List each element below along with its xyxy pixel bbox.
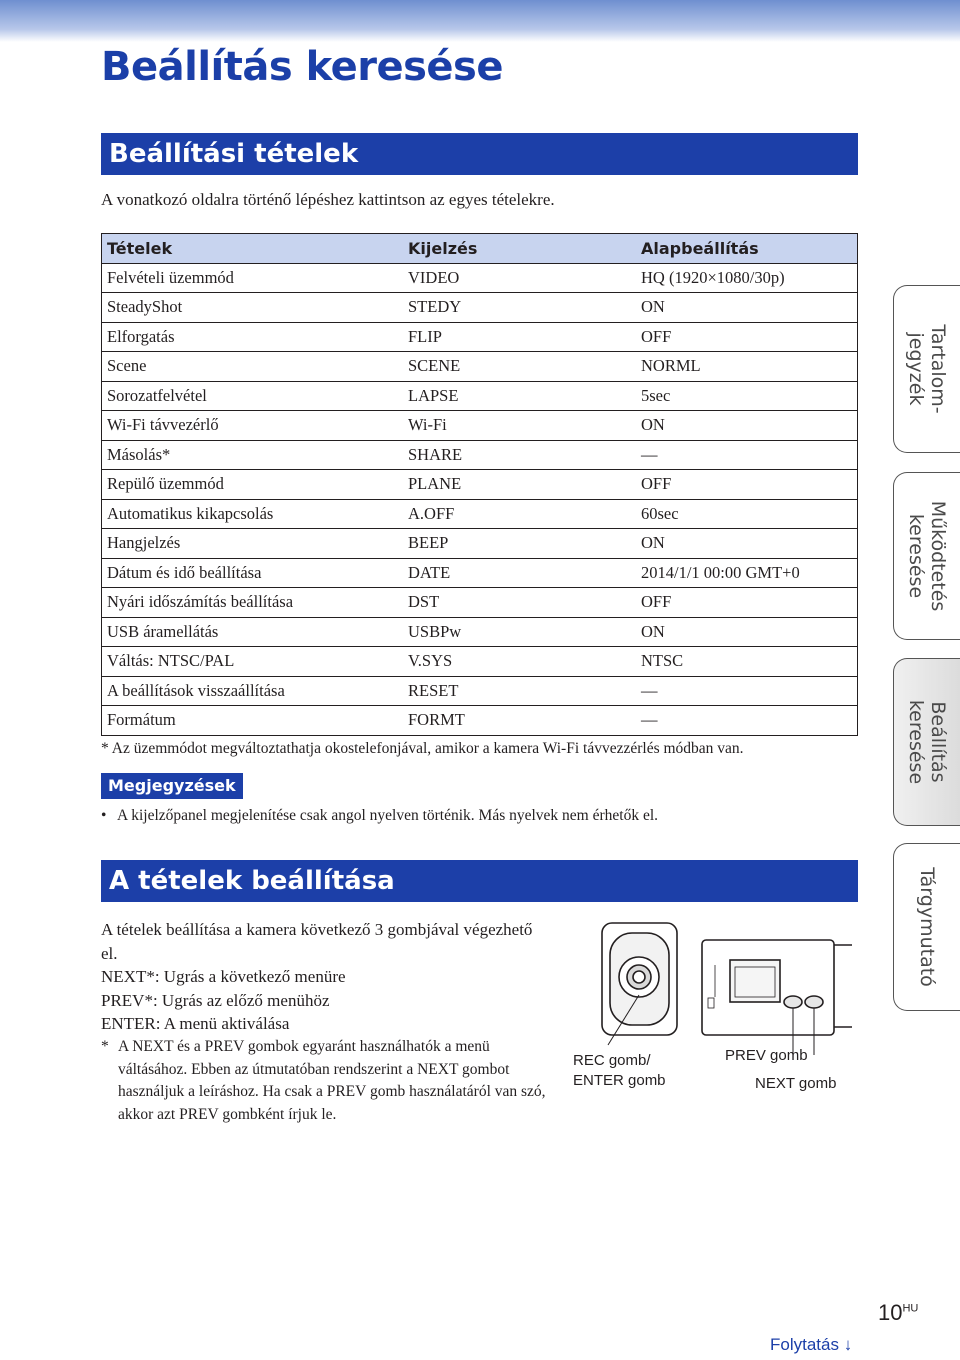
default-cell: — <box>636 676 858 706</box>
display-cell: SHARE <box>403 440 636 470</box>
page-title: Beállítás keresése <box>101 44 503 90</box>
display-cell: V.SYS <box>403 647 636 677</box>
table-row[interactable] <box>102 499 858 529</box>
item-cell: Váltás: NTSC/PAL <box>102 647 404 677</box>
display-cell: DST <box>403 588 636 618</box>
down-arrow-icon: ↓ <box>843 1335 853 1354</box>
instruction-line: A tételek beállítása a kamera következő 3 gombjával végezhető el. <box>101 920 533 963</box>
display-cell: FORMT <box>403 706 636 736</box>
table-row[interactable] <box>102 588 858 618</box>
default-cell: ON <box>636 529 858 559</box>
note-item <box>101 807 658 825</box>
page-number <box>878 1300 918 1326</box>
buttons-footnote <box>101 1036 551 1126</box>
default-cell: — <box>636 706 858 736</box>
display-cell: BEEP <box>403 529 636 559</box>
display-cell: USBPw <box>403 617 636 647</box>
display-cell: RESET <box>403 676 636 706</box>
default-cell: OFF <box>636 322 858 352</box>
display-cell: SCENE <box>403 352 636 382</box>
settings-table-body <box>102 263 858 735</box>
tab-label: Tartalom- jegyzék <box>905 324 949 414</box>
page-number-value: 10 <box>878 1300 903 1325</box>
note-text: A kijelzőpanel megjelenítése csak angol nyelven történik. Más nyelvek nem érhetők el. <box>117 807 659 824</box>
table-row[interactable] <box>102 352 858 382</box>
item-cell: Formátum <box>102 706 404 736</box>
top-gradient-bar <box>0 0 960 42</box>
display-cell: A.OFF <box>403 499 636 529</box>
column-header-default: Alapbeállítás <box>636 234 858 264</box>
display-cell: STEDY <box>403 293 636 323</box>
default-cell: 5sec <box>636 381 858 411</box>
item-cell: Repülő üzemmód <box>102 470 404 500</box>
tab-table-of-contents[interactable] <box>893 285 960 453</box>
default-cell: HQ (1920×1080/30p) <box>636 263 858 293</box>
default-cell: ON <box>636 293 858 323</box>
tab-settings-search[interactable] <box>893 658 960 826</box>
default-cell: — <box>636 440 858 470</box>
continue-link[interactable] <box>770 1335 852 1355</box>
item-cell: Sorozatfelvétel <box>102 381 404 411</box>
enter-label: ENTER gomb <box>573 1072 666 1089</box>
table-row[interactable] <box>102 440 858 470</box>
item-cell: Másolás* <box>102 440 404 470</box>
column-header-display: Kijelzés <box>403 234 636 264</box>
default-cell: NTSC <box>636 647 858 677</box>
item-cell: Hangjelzés <box>102 529 404 559</box>
item-cell: USB áramellátás <box>102 617 404 647</box>
display-cell: FLIP <box>403 322 636 352</box>
page-suffix: HU <box>902 1302 919 1315</box>
tab-label: Beállítás keresése <box>905 699 949 785</box>
table-row[interactable] <box>102 470 858 500</box>
table-row[interactable] <box>102 617 858 647</box>
table-header-row <box>102 234 858 264</box>
notes-label: Megjegyzések <box>101 773 243 799</box>
display-cell: PLANE <box>403 470 636 500</box>
default-cell: ON <box>636 617 858 647</box>
tab-label: Tárgymutató <box>916 867 938 987</box>
item-cell: Nyári időszámítás beállítása <box>102 588 404 618</box>
continue-text: Folytatás <box>770 1335 839 1354</box>
settings-table <box>101 233 858 736</box>
display-cell: Wi-Fi <box>403 411 636 441</box>
table-row[interactable] <box>102 322 858 352</box>
table-row[interactable] <box>102 411 858 441</box>
item-cell: Felvételi üzemmód <box>102 263 404 293</box>
rec-enter-button-label <box>573 1051 666 1091</box>
tab-operation-search[interactable] <box>893 472 960 640</box>
default-cell: NORML <box>636 352 858 382</box>
instruction-line: NEXT*: Ugrás a következő menüre <box>101 967 346 986</box>
camera-side-view <box>702 940 852 1055</box>
intro-text: A vonatkozó oldalra történő lépéshez kattintson az egyes tételekre. <box>101 190 555 209</box>
column-header-items: Tételek <box>102 234 404 264</box>
tab-label: Működtetés keresése <box>905 500 949 612</box>
next-button-label: NEXT gomb <box>755 1075 837 1092</box>
table-row[interactable] <box>102 529 858 559</box>
item-cell: A beállítások visszaállítása <box>102 676 404 706</box>
display-cell: VIDEO <box>403 263 636 293</box>
item-cell: Scene <box>102 352 404 382</box>
prev-button-label: PREV gomb <box>725 1047 808 1064</box>
rec-label: REC gomb/ <box>573 1052 651 1069</box>
item-cell: Dátum és idő beállítása <box>102 558 404 588</box>
instruction-line: PREV*: Ugrás az előző menühöz <box>101 990 330 1010</box>
section-heading-settings-items: Beállítási tételek <box>101 133 858 175</box>
item-cell: SteadyShot <box>102 293 404 323</box>
table-row[interactable] <box>102 676 858 706</box>
table-row[interactable] <box>102 263 858 293</box>
table-row[interactable] <box>102 706 858 736</box>
table-row[interactable] <box>102 558 858 588</box>
default-cell: 2014/1/1 00:00 GMT+0 <box>636 558 858 588</box>
default-cell: OFF <box>636 470 858 500</box>
camera-illustration <box>590 915 860 1055</box>
display-cell: DATE <box>403 558 636 588</box>
default-cell: OFF <box>636 588 858 618</box>
footnote-star: * <box>101 1038 109 1055</box>
table-row[interactable] <box>102 381 858 411</box>
tab-index[interactable] <box>893 843 960 1011</box>
instructions <box>101 918 551 1036</box>
section-heading-setting-items: A tételek beállítása <box>101 860 858 902</box>
display-cell: LAPSE <box>403 381 636 411</box>
footnote-text: A NEXT és a PREV gombok egyaránt használhatók a menü váltásához. Ebben az útmutatóban rendszerint a NEXT gombot használjuk a leíráshoz. Ha csak a PREV gomb használatáról van szó, akkor azt PREV gombként írjuk le. <box>118 1038 546 1123</box>
table-footnote: * Az üzemmódot megváltoztathatja okostelefonjával, amikor a kamera Wi-Fi távvezzérlés módban van. <box>101 740 744 757</box>
default-cell: 60sec <box>636 499 858 529</box>
table-row[interactable] <box>102 293 858 323</box>
instruction-line: ENTER: A menü aktiválása <box>101 1014 290 1033</box>
default-cell: ON <box>636 411 858 441</box>
table-row[interactable] <box>102 647 858 677</box>
item-cell: Elforgatás <box>102 322 404 352</box>
camera-back-view <box>602 923 677 1045</box>
item-cell: Automatikus kikapcsolás <box>102 499 404 529</box>
bullet: • <box>101 807 107 824</box>
item-cell: Wi-Fi távvezérlő <box>102 411 404 441</box>
